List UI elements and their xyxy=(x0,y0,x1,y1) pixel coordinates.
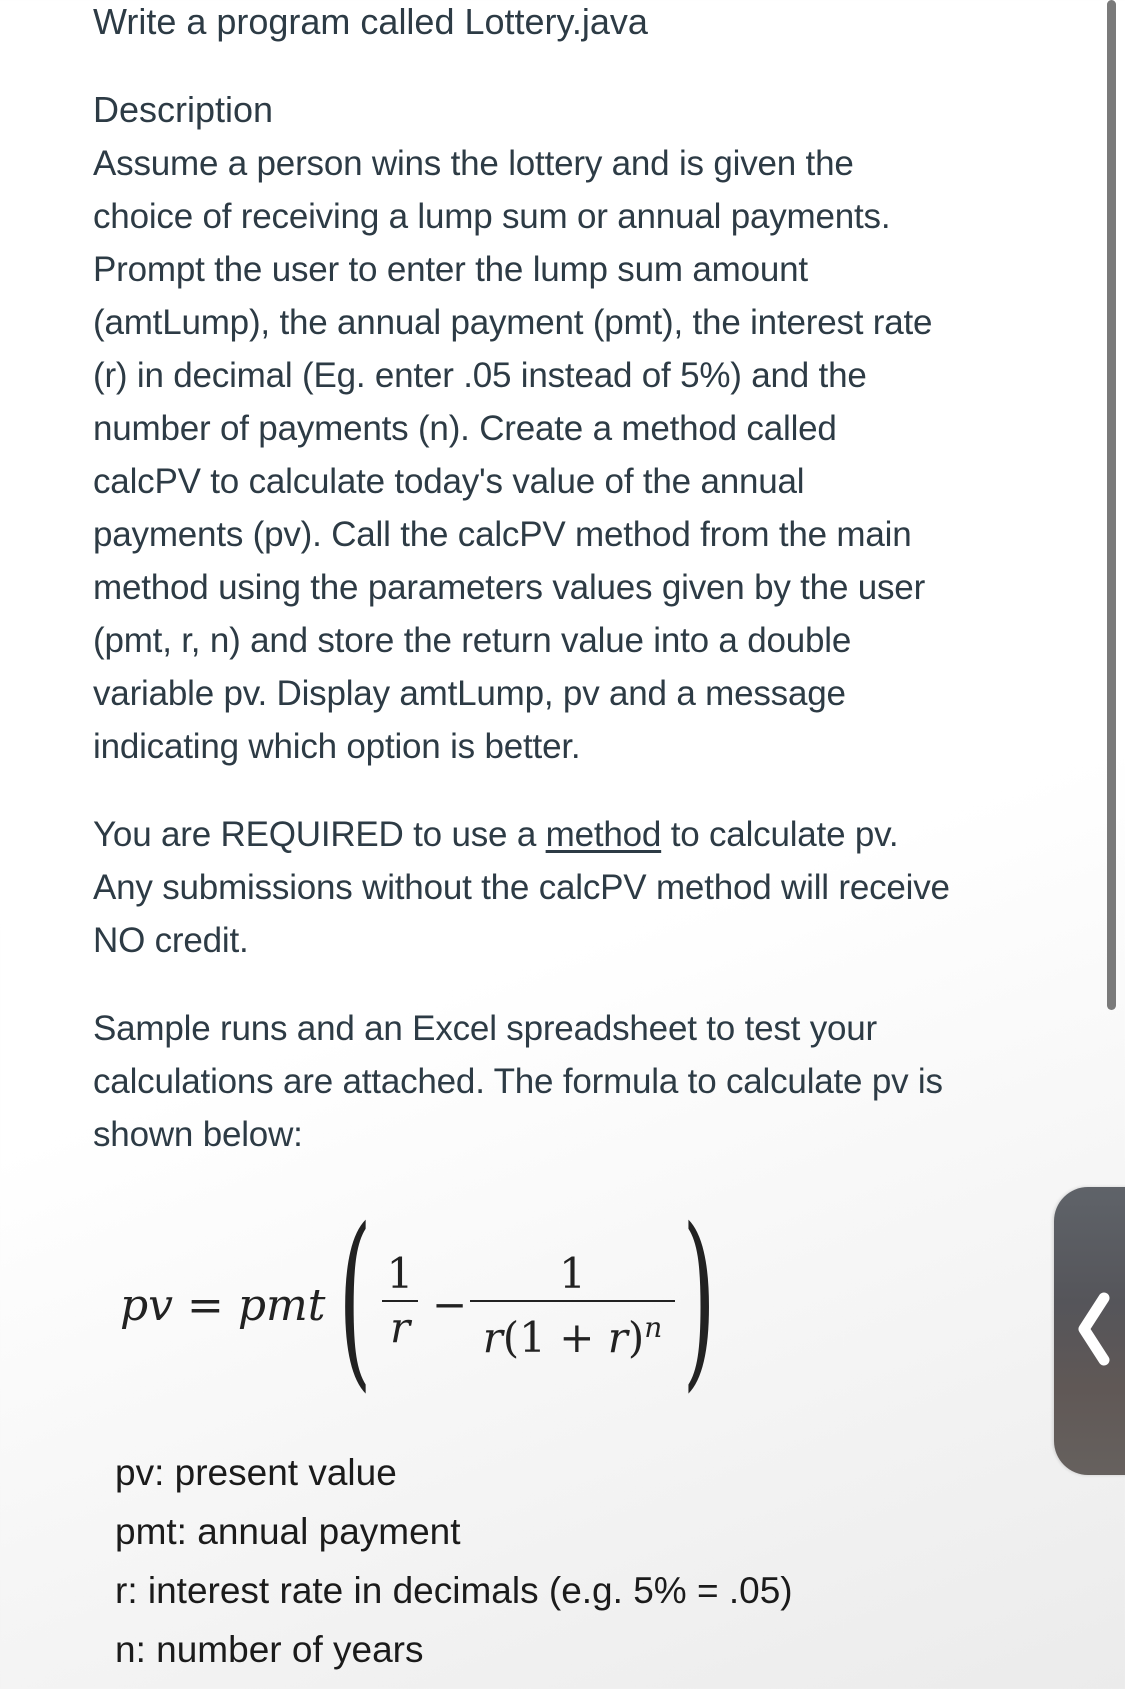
side-panel-toggle-button[interactable] xyxy=(1054,1187,1125,1475)
definition-n: n: number of years xyxy=(115,1629,424,1670)
fraction-bar xyxy=(470,1300,675,1302)
fraction-denominator xyxy=(470,1304,675,1362)
fraction-bar xyxy=(382,1300,418,1302)
den-paren: (1 + xyxy=(502,1313,608,1362)
fraction-numerator: 1 xyxy=(559,1249,586,1298)
variable-definitions xyxy=(115,1443,793,1679)
exponent-n: n xyxy=(644,1311,663,1344)
definition-pmt: pmt: annual payment xyxy=(115,1511,461,1552)
description-heading: Description xyxy=(93,89,274,130)
formula-right-paren: ) xyxy=(682,1188,716,1409)
chevron-left-icon xyxy=(1076,1292,1112,1366)
den-r: r xyxy=(482,1313,503,1362)
definition-r: r: interest rate in decimals (e.g. 5% = .05) xyxy=(115,1570,793,1611)
requirement-paragraph xyxy=(93,808,953,967)
formula-left-paren: ( xyxy=(338,1188,372,1409)
formula-minus: − xyxy=(432,1280,468,1329)
formula-fraction-1-over-r xyxy=(382,1250,418,1352)
method-underlined: method xyxy=(545,815,662,854)
page-title: Write a program called Lottery.java xyxy=(93,1,648,42)
requirement-text-after: to calculate pv. Any submissions without the calcPV method will receive NO credit. xyxy=(93,815,950,960)
formula-fraction-discount xyxy=(470,1250,675,1362)
description-paragraph: Assume a person wins the lottery and is given the choice of receiving a lump sum or annual payments. Prompt the user to enter the lump sum amount (amtLump), the annual payment (pmt), the interest rate (r) in decimal (Eg. enter .05 instead of 5%) and the number of payments (n). Create a method called calcPV to calculate today's value of the annual payments (pv). Call the calcPV method from the main method using the parameters values given by the user (pmt, r, n) and store the return value into a double variable pv. Display amtLump, pv and a message indicating which option is better. xyxy=(93,144,933,766)
den-r2: r xyxy=(607,1313,628,1362)
fraction-numerator: 1 xyxy=(386,1249,414,1298)
vertical-scrollbar[interactable] xyxy=(1107,0,1116,1010)
fraction-denominator: r xyxy=(389,1303,411,1352)
definition-pv: pv: present value xyxy=(115,1452,397,1493)
requirement-text-before: You are REQUIRED to use a xyxy=(93,815,546,854)
den-close: ) xyxy=(627,1313,645,1362)
pv-formula xyxy=(120,1188,740,1410)
formula-lhs: pv = pmt xyxy=(120,1280,326,1331)
attachments-paragraph: Sample runs and an Excel spreadsheet to test your calculations are attached. The formula to calculate pv is shown below: xyxy=(93,1009,943,1154)
